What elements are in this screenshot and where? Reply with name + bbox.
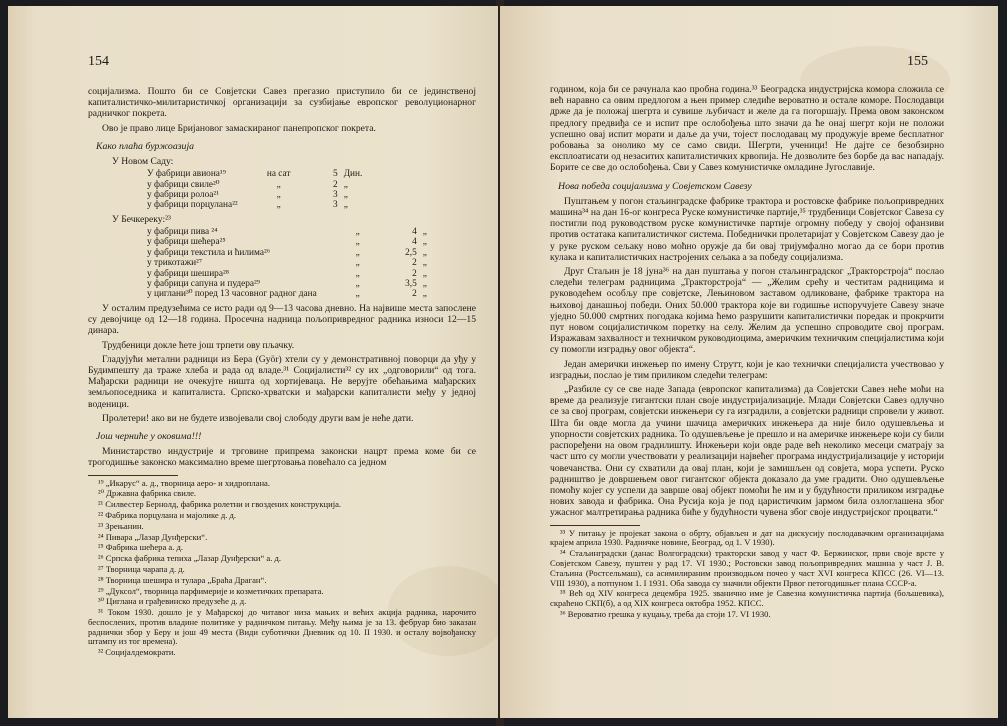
- wage-cell-unit: на сат: [266, 169, 291, 180]
- wage-cell-name: у фабрици сапуна и пудера²⁹: [147, 279, 261, 290]
- footnote: ²¹ Силвестер Бернолд, фабрика ролетни и гвоздених конструкција.: [98, 499, 342, 510]
- body-paragraph: Гладујући метални радници из Бера (Györ) хтели су у демонстративној поворци да уђу у Будимпешту да траже хлеба и рада од владе.³¹ Социјалисти³² су их „одговорили“ од тога. Мађарски радници не очекујте ништа од хортијеваца. Не верујте обећањима мађарских земљопоседника и капиталиста. Српско-хрватски и мађарски капиталисти међу у једној воденици.: [88, 353, 476, 410]
- wage-table-novi-sad: [144, 169, 375, 211]
- wage-cell-unit: „: [355, 237, 360, 248]
- wage-cell-value: 2: [412, 289, 417, 300]
- wage-cell-currency: „: [343, 190, 348, 201]
- wage-cell-currency: „: [422, 247, 427, 258]
- footnote: ²⁰ Државна фабрика свиле.: [98, 488, 197, 499]
- body-paragraph: годином, која би се рачунала као пробна година.³³ Београдска индустријска комора сложила се већ наравно са овим предлогом а њен пример следиће вероватно и остале коморе. Послодавци држе да је положај шегрта и сувише љубичаст и желе да га погоршају. Према овом законском предлогу предвиђа се и испит пре ослобођења што значи да ће онај шегрт који не положи успешно овај испит морати и даље да учи, тојест послодавац му продужује време бесплатног робовања за онолико му се само свиди. Шегрти, ученици! Не дајте се безобзирно експлоатисати од незаситих капиталистичких крвопија. Не дозволите без борбе да вас нападају. Борите се све до ослобођења. Сви у Савез комунистичке омладине Југославије.: [550, 84, 944, 174]
- footnote: ³⁰ Циглана и грађевинско предузеће д. д.: [98, 596, 247, 607]
- wage-cell-currency: „: [422, 289, 427, 300]
- wage-cell-value: 2: [412, 258, 417, 269]
- wage-row: [144, 279, 454, 289]
- right-text-column: [550, 84, 944, 621]
- wage-cell-currency: „: [343, 179, 348, 190]
- wage-cell-name: у фабрици пива ²⁴: [147, 227, 218, 238]
- wage-cell-unit: „: [355, 227, 360, 238]
- footnote: ²⁷ Творница чарапа д. д.: [98, 563, 185, 574]
- wage-row: [144, 169, 375, 179]
- footnote: ³⁶ Вероватно грешка у куцању, треба да стоји 17. VI 1930.: [560, 608, 771, 619]
- novi-sad-label: У Новом Саду:: [112, 156, 174, 168]
- wage-cell-name: у фабрици шешира²⁸: [147, 268, 229, 279]
- wage-row: [144, 190, 375, 200]
- left-text-column: [88, 86, 476, 659]
- wage-cell-value: 3: [333, 190, 338, 201]
- footnote: ³⁴ Стаљинградски (данас Волгоградски) тракторски завод у част Ф. Бержинског, први своје врсте у Совјетском Савезу, пуштен у рад 17. VI 1930.; Ростовски завод пољопривредних машина у част Ј. В. Стаљина (Ростсельмаш), са асимилираним производњом почео у част XVI конгреса КПСС (26. VI—13. VIII 1930), а потпуном 1. I 1931. Оба завода су значили објекти Првог петогодишњег плана СССР-а.: [550, 548, 944, 588]
- wage-cell-currency: „: [422, 268, 427, 279]
- wage-row: [144, 258, 454, 268]
- left-page: [8, 6, 498, 718]
- wage-cell-currency: „: [422, 258, 427, 269]
- wage-cell-currency: „: [422, 279, 427, 290]
- intro-paragraph-2: Ово је право лице Бријановог замаскираног панепропског покрета.: [102, 122, 376, 134]
- beckerek-label: У Бечкереку:²³: [112, 213, 171, 225]
- wage-row: [144, 200, 375, 210]
- wage-cell-value: 4: [412, 227, 417, 238]
- right-page: [500, 6, 998, 718]
- section-heading: Нова победа социјализма у Совјетском Савезу: [558, 180, 752, 192]
- wage-cell-unit: „: [355, 268, 360, 279]
- wage-cell-name: у фабрици свиле²⁰: [147, 179, 220, 190]
- body-paragraph: Један амерички инжењер по имену Струтт, који је као технички специјалиста учествовао у изградњи, послао је тим приликом следећи телеграм:: [550, 358, 944, 381]
- wage-row: [144, 227, 454, 237]
- wage-cell-currency: „: [343, 200, 348, 211]
- wage-cell-unit: „: [276, 200, 281, 211]
- page-number: 155: [907, 54, 928, 69]
- wage-row: [144, 180, 375, 190]
- wage-cell-name: у трикотажи²⁷: [147, 258, 203, 269]
- body-paragraph: Министарство индустрије и трговине припрема законски нацрт према коме би се трогодишње законско максимално време шегртовања повећало са једном: [88, 446, 476, 469]
- footnote: ²⁹ „Дуксол“, творница парфимерије и козметичких препарата.: [98, 585, 324, 596]
- wage-cell-name: у фабрици ролоа²¹: [147, 190, 219, 201]
- quoted-telegram: „Разбиле су се све наде Запада (европског капитализма) да Совјетски Савез неће моћи на време да реализује гигантски план своје индустријализације. Млади Совјетски Савез одлучно се за свој програм, совјетски инжењери су га изградили, а совјетски радници спровели у живот. Шта би овде могла да учини шачица америчких инжењера да није било одушевљења и упорности совјетских радника. То одушевљење је прешло и на америчке инжењере који су били распоређени на овом градилишту. Инжењери који овде раде већ неколико месеци сматрају за част што су могли учествовати у реализацији највећег програма индустријализације у историји човечанства. Они су схватили да овај план, који је замишљен од совјета, мора успети. Руско радништво је довршењем овог гигантског објекта доказало да уме градити. Оно одушевљење помоћу којег су успели да заврше овај објект помоћи ће им и у будућности приликом изградње нових завода и фабрика. Она Русија која је под царистичким јармом била озлоглашена због ужасног малтретирања радника биће у будућности чувена због своје индустријског процвати.“: [550, 384, 944, 519]
- body-paragraph: Пролетери! ако ви не будете извојевали свој слободу други вам је неће дати.: [102, 412, 414, 424]
- footnotes: [88, 479, 476, 659]
- wage-cell-unit: „: [355, 258, 360, 269]
- footnotes: [550, 529, 944, 620]
- footnote: ¹⁹ „Икарус“ а. д., творница аеро- и хидроплана.: [98, 477, 271, 488]
- section-heading: Још черниће у оковима!!!: [96, 430, 202, 442]
- wage-cell-unit: „: [276, 179, 281, 190]
- wage-cell-name: у циглани³⁰ поред 13 часовног радног дана: [147, 289, 317, 300]
- footnote-rule: [88, 475, 178, 476]
- footnote: ³² Социјалдемократи.: [98, 647, 176, 658]
- footnote: ²³ Зрењанин.: [98, 520, 144, 531]
- wage-cell-unit: „: [355, 247, 360, 258]
- section-heading: Како плаћа буржоазија: [96, 140, 195, 152]
- wage-cell-name: у фабрици шећера²⁵: [147, 237, 226, 248]
- intro-paragraph: социјализма. Пошто би се Совјетски Савез прегазио приступило би се јединственој капиталистичко-милитаристичкој организацији за сузбијање европског револуционарног радничког покрета.: [88, 86, 476, 120]
- footnote: ³³ У питању је пројекат закона о обрту, објављен и дат на дискусију послодавачким организацијама крајем априла 1930. Радничке новине, Београд, од 1. V 1930).: [550, 527, 944, 548]
- wage-cell-currency: Дин.: [343, 169, 363, 180]
- body-paragraph: Друг Стаљин је 18 јуна³⁶ на дан пуштања у погон стаљинградског „Тракторстроја“ послао следећи телеграм радницима „Тракторстроја“ — „Желим срећу и честитам радницима и руководећем особљу пре совјетске, Лењиновом заставом одликоване, фабрике трактора на њиховој данашњој победи. Оних 50.000 трактора које ви годишње испоручујете Савезу значе уједно 50.000 смртних погодака којима ћемо разрушити капиталистички поредак и прокрчити пут новом социјалистичком поретку на селу. Желим да успешно спроводите свој програм. Изражавам захвалност и техничком руководиоцима, америчким техничким специјалистима који су помогли изградњу овог објекта“.: [550, 266, 944, 356]
- wage-cell-value: 3: [333, 200, 338, 211]
- body-paragraph: У осталим предузећима се исто ради од 9—13 часова дневно. На највише места запослене су девојчице од 12—18 година. Просечна надница пољопривредног радника износи 12—15 динара.: [88, 302, 476, 337]
- wage-cell-value: 3,5: [405, 279, 417, 290]
- wage-cell-value: 2,5: [405, 247, 417, 258]
- wage-cell-value: 5: [333, 169, 338, 180]
- page-number: 154: [88, 54, 109, 69]
- wage-cell-name: у фабрици порцулана²²: [147, 200, 238, 211]
- wage-row: [144, 237, 454, 247]
- footnote: ²⁸ Творница шешира и тулара „Браћа Драган“.: [98, 574, 267, 585]
- wage-cell-value: 4: [412, 237, 417, 248]
- footnote-rule: [550, 525, 640, 526]
- wage-cell-currency: „: [422, 237, 427, 248]
- footnote: ²² Фабрика порцулана и мајолике д. д.: [98, 509, 237, 520]
- wage-cell-name: у фабрици текстила и ћилима²⁶: [147, 247, 270, 258]
- footnote: ²⁶ Српска фабрика тепиха „Лазар Дунђерски“ а. д.: [98, 553, 282, 564]
- wage-row: [144, 289, 454, 299]
- footnote: ³⁵ Већ од XIV конгреса децембра 1925. званично име је Савезна комунистичка партија (бољшевика), скраћено СКП(б), а од XIX конгреса октобра 1952. КПСС.: [550, 588, 944, 609]
- body-paragraph: Пуштањем у погон стаљинградске фабрике трактора и ростовске фабрике пољопривредних машина³⁴ на дан 16-ог конгреса Руске комунистичке партије,³⁵ трудбеници Совјетског Савеза су постигли под руководством руске комунистичке партије огромну победу у својој офанзиви против остатака капиталистичког система. Победнички пролетаријат у Совјетском Савезу дао је у руке руском сељаку ново моћно оружје да би овај тријумфално могао да се бори против кулака и капиталистичких настројених сељака а за победу социјализма.: [550, 195, 944, 263]
- body-paragraph: Трудбеници докле ћете још трпети ову пљачку.: [102, 339, 295, 351]
- wage-row: [144, 248, 454, 258]
- wage-cell-currency: „: [422, 227, 427, 238]
- wage-cell-unit: „: [355, 289, 360, 300]
- wage-cell-unit: „: [355, 279, 360, 290]
- wage-cell-name: У фабрици авиона¹⁹: [147, 169, 226, 180]
- wage-cell-value: 2: [333, 179, 338, 190]
- wage-cell-value: 2: [412, 268, 417, 279]
- footnote: ²⁵ Фабрика шећера а. д.: [98, 542, 184, 553]
- wage-table-beckerek: [144, 227, 454, 300]
- footnote: ²⁴ Пивара „Лазар Дунђерски“.: [98, 531, 208, 542]
- footnote: ³¹ Током 1930. дошло је у Мађарској до читавог низа мањих и већих акција радника, нарочито беспослених, против владине политике у радничком питању. Међу њима је за 13. фебруар био заказан раднички збор у Беру и још 49 места (Види суботички Дневник од 10. II 1930. и осталу војвођанску штампу из тог времена).: [88, 607, 476, 647]
- wage-cell-unit: „: [276, 190, 281, 201]
- wage-row: [144, 269, 454, 279]
